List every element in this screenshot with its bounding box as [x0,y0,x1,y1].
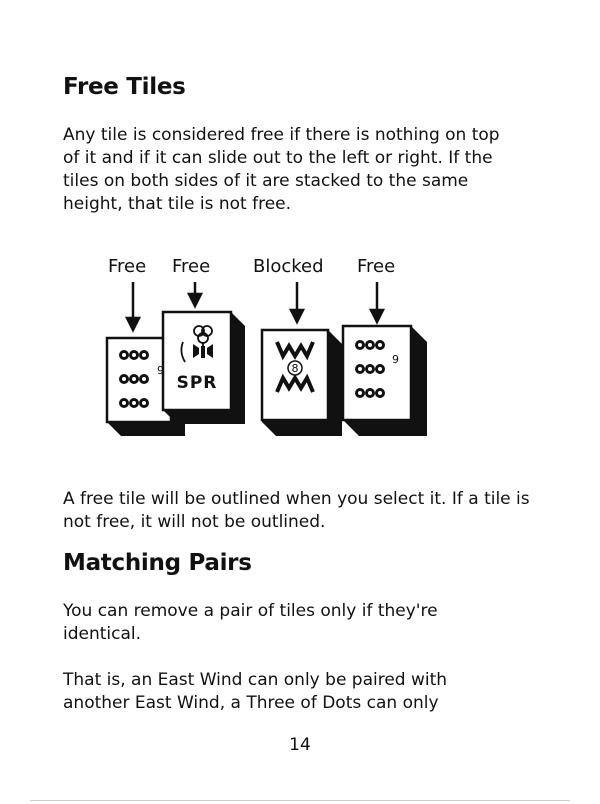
paragraph-outlined: A free tile will be outlined when you select it. If a tile is not free, it will not be outlined. [63,489,530,532]
arrow-blocked [291,282,303,322]
tile-number-nine-right: 9 [392,353,399,366]
page-edge-line [30,800,570,801]
arrow-free-2 [189,282,201,306]
tile-label-spr: SPR [176,373,218,393]
tile-nine-dots-right [343,326,427,436]
heading-matching-pairs: Matching Pairs [63,550,252,576]
label-free-2: Free [172,256,211,277]
paragraph-pairs-2: That is, an East Wind can only be paired with another East Wind, a Three of Dots can only [63,670,448,713]
heading-free-tiles: Free Tiles [63,74,186,100]
page-number: 14 [289,735,311,755]
tile-number-nine-left: 9 [157,364,164,377]
free-tiles-illustration [95,250,455,450]
arrow-free-3 [371,282,383,322]
tile-number-eight: 8 [291,362,299,375]
label-blocked: Blocked [253,256,324,277]
arrow-free-1 [127,282,139,330]
label-free-1: Free [108,256,147,277]
tile-spring-flower [163,312,245,424]
label-free-3: Free [357,256,396,277]
tile-wind-eight [262,330,342,436]
paragraph-free-tiles: Any tile is considered free if there is nothing on top of it and if it can slide out to the left or right. If the tiles on both sides of it are stacked to the same height, that tile is not free. [63,125,500,214]
tiles-drawing [95,250,455,450]
paragraph-pairs-1: You can remove a pair of tiles only if they're identical. [63,601,438,644]
